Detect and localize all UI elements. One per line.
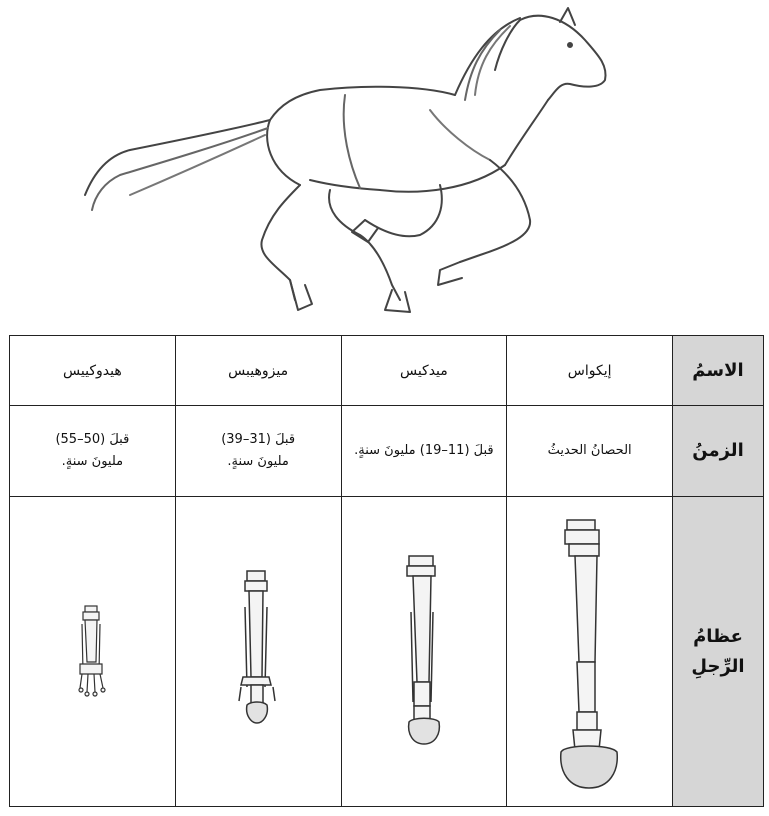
cell-bone-merychippus [341, 497, 507, 807]
hyracotherium-leg-bone-illustration [72, 602, 112, 702]
time-line: قبلَ (50–55) [55, 432, 130, 447]
cell-time-merychippus [341, 406, 507, 497]
mesohippus-leg-bone-illustration [233, 567, 283, 737]
table-row-time [10, 406, 764, 497]
header-time: الزمنُ [673, 406, 764, 497]
table-row-name [10, 336, 764, 406]
species-name: هيدوكييس [63, 362, 122, 379]
species-name: ميدكيس [399, 362, 448, 379]
equus-leg-bone-illustration [555, 512, 625, 792]
time-line: قبلَ (31–39) [221, 432, 296, 447]
cell-bone-mesohippus [175, 497, 341, 807]
comparison-table [9, 335, 764, 807]
cell-time-mesohippus [175, 406, 341, 497]
cell-bone-hyracotherium [10, 497, 176, 807]
header-bones: عظامُ الرِّجلِ [673, 497, 764, 807]
cell-name-merychippus [341, 336, 507, 406]
time-line-2: مليونَ سنةٍ. [227, 454, 289, 469]
species-name: إيكواس [567, 362, 612, 379]
horse-sketch [0, 0, 769, 330]
header-name: الاسمُ [673, 336, 764, 406]
time-line: قبلَ (11–19) مليونَ سنةٍ. [354, 443, 494, 458]
cell-name-hyracotherium [10, 336, 176, 406]
cell-time-equus [507, 406, 673, 497]
cell-time-hyracotherium [10, 406, 176, 497]
time-line: الحصانُ الحديثُ [547, 443, 632, 458]
horse-evolution-table [9, 335, 764, 805]
merychippus-leg-bone-illustration [399, 552, 449, 752]
time-line-2: مليونَ سنةٍ. [61, 454, 124, 469]
table-row-bones [10, 497, 764, 807]
cell-name-equus [507, 336, 673, 406]
galloping-horse-illustration [0, 0, 769, 330]
cell-bone-equus [507, 497, 673, 807]
species-name: ميزوهيبس [228, 362, 289, 379]
cell-name-mesohippus [175, 336, 341, 406]
